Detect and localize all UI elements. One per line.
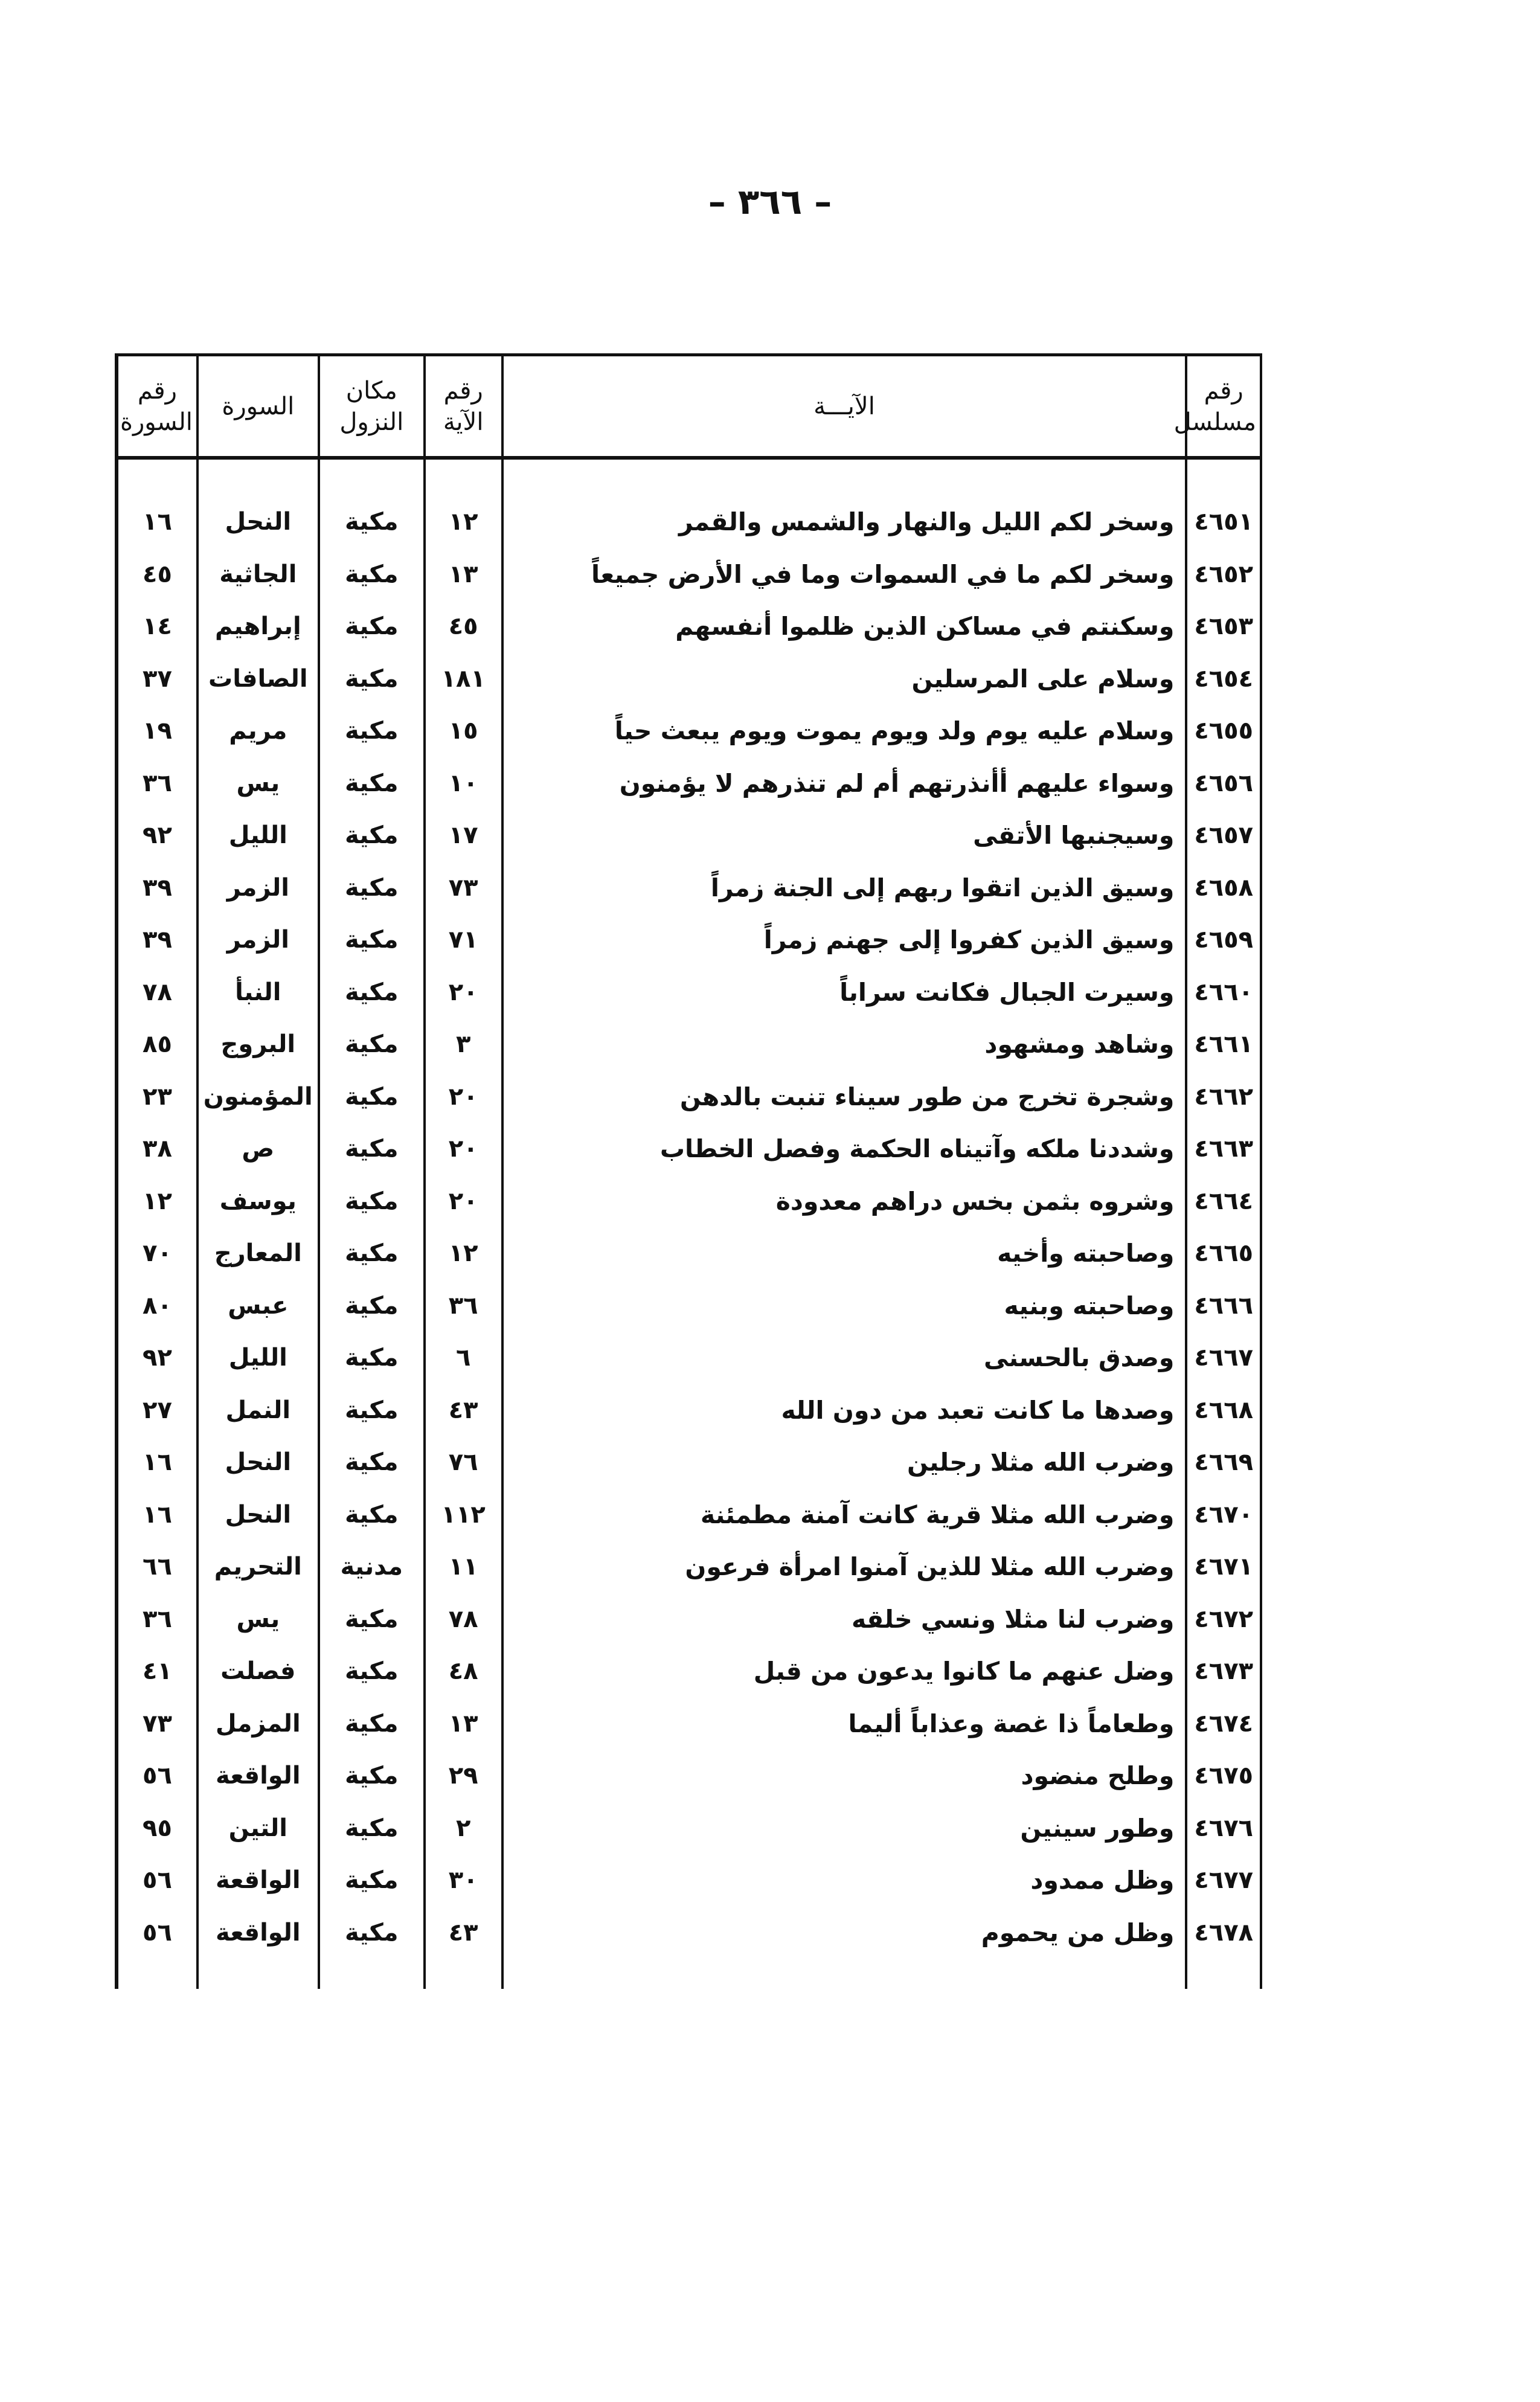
page-number: – ٣٦٦ – (708, 181, 832, 222)
spacer-cell (117, 458, 197, 496)
cell-sura-number: ٢٧ (117, 1384, 197, 1437)
cell-sura: التحريم (197, 1541, 319, 1593)
cell-place: مكية (319, 653, 425, 705)
cell-verse-number: ٧٨ (425, 1593, 502, 1646)
cell-sura-number: ٣٦ (117, 757, 197, 810)
cell-ayah: وشروه بثمن بخس دراهم معدودة (502, 1175, 1187, 1228)
header-place: مكان النزول (319, 355, 425, 458)
cell-place: مكية (319, 1907, 425, 1959)
table-header (117, 355, 1261, 458)
cell-sura-number: ٣٧ (117, 653, 197, 705)
cell-sura: الواقعة (197, 1907, 319, 1959)
cell-place: مكية (319, 966, 425, 1019)
spacer-cell (1186, 458, 1261, 496)
cell-verse-number: ١٥ (425, 705, 502, 757)
cell-place: مكية (319, 496, 425, 548)
cell-ayah: وشاهد ومشهود (502, 1018, 1187, 1071)
table-row (117, 548, 1261, 601)
cell-place: مكية (319, 1802, 425, 1855)
cell-serial: ٤٦٧٧ (1186, 1854, 1261, 1907)
cell-ayah: وسخر لكم الليل والنهار والشمس والقمر (502, 496, 1187, 548)
cell-verse-number: ١٠ (425, 757, 502, 810)
cell-serial: ٤٦٧٥ (1186, 1750, 1261, 1802)
table-row (117, 757, 1261, 810)
table-row (117, 1436, 1261, 1489)
cell-place: مكية (319, 1645, 425, 1698)
cell-verse-number: ٤٨ (425, 1645, 502, 1698)
cell-place: مكية (319, 1436, 425, 1489)
cell-ayah: وضرب الله مثلا للذين آمنوا امرأة فرعون (502, 1541, 1187, 1593)
table-row (117, 1907, 1261, 1959)
table-row (117, 1698, 1261, 1750)
cell-sura-number: ١٦ (117, 1436, 197, 1489)
cell-ayah: وظل ممدود (502, 1854, 1187, 1907)
cell-verse-number: ٣٦ (425, 1280, 502, 1332)
cell-ayah: وشجرة تخرج من طور سيناء تنبت بالدهن (502, 1071, 1187, 1123)
cell-place: مكية (319, 1384, 425, 1437)
table-row (117, 1593, 1261, 1646)
table-row (117, 809, 1261, 862)
table-row (117, 1332, 1261, 1384)
table-row (117, 1854, 1261, 1907)
cell-place: مكية (319, 1227, 425, 1280)
table-body (117, 458, 1261, 1989)
cell-ayah: وصدها ما كانت تعبد من دون الله (502, 1384, 1187, 1437)
cell-serial: ٤٦٥٥ (1186, 705, 1261, 757)
cell-serial: ٤٦٦٨ (1186, 1384, 1261, 1437)
cell-sura-number: ١٦ (117, 1489, 197, 1541)
cell-serial: ٤٦٦٢ (1186, 1071, 1261, 1123)
spacer-cell (319, 458, 425, 496)
cell-verse-number: ٢ (425, 1802, 502, 1855)
cell-verse-number: ٤٣ (425, 1907, 502, 1959)
cell-serial: ٤٦٥٤ (1186, 653, 1261, 705)
cell-sura: يوسف (197, 1175, 319, 1228)
table-row (117, 966, 1261, 1019)
cell-ayah: وضرب الله مثلا رجلين (502, 1436, 1187, 1489)
table-row (117, 1541, 1261, 1593)
cell-sura-number: ١٦ (117, 496, 197, 548)
cell-sura: عبس (197, 1280, 319, 1332)
cell-sura: المؤمنون (197, 1071, 319, 1123)
header-verse-number: رقم الآية (425, 355, 502, 458)
cell-place: مكية (319, 705, 425, 757)
cell-sura-number: ٣٩ (117, 914, 197, 966)
cell-sura-number: ٧٠ (117, 1227, 197, 1280)
cell-serial: ٤٦٥١ (1186, 496, 1261, 548)
cell-ayah: وصدق بالحسنى (502, 1332, 1187, 1384)
cell-verse-number: ١٢ (425, 496, 502, 548)
cell-place: مكية (319, 600, 425, 653)
table-spacer-row (117, 458, 1261, 496)
cell-verse-number: ١٣ (425, 1698, 502, 1750)
cell-ayah: وسواء عليهم أأنذرتهم أم لم تنذرهم لا يؤمنون (502, 757, 1187, 810)
cell-place: مكية (319, 1698, 425, 1750)
cell-sura-number: ٨٥ (117, 1018, 197, 1071)
cell-ayah: وصاحبته وأخيه (502, 1227, 1187, 1280)
cell-sura-number: ٨٠ (117, 1280, 197, 1332)
cell-sura: الواقعة (197, 1750, 319, 1802)
cell-place: مكية (319, 757, 425, 810)
tail-cell (197, 1959, 319, 1989)
cell-sura-number: ٧٨ (117, 966, 197, 1019)
cell-sura: النحل (197, 496, 319, 548)
cell-place: مكية (319, 1018, 425, 1071)
cell-serial: ٤٦٧٣ (1186, 1645, 1261, 1698)
spacer-cell (425, 458, 502, 496)
cell-place: مكية (319, 1175, 425, 1228)
cell-sura-number: ٦٦ (117, 1541, 197, 1593)
cell-place: مكية (319, 862, 425, 914)
cell-serial: ٤٦٦٣ (1186, 1123, 1261, 1175)
table-row (117, 705, 1261, 757)
cell-verse-number: ٢٠ (425, 966, 502, 1019)
cell-sura-number: ٩٢ (117, 1332, 197, 1384)
cell-serial: ٤٦٥٢ (1186, 548, 1261, 601)
cell-serial: ٤٦٦٠ (1186, 966, 1261, 1019)
cell-sura-number: ٣٦ (117, 1593, 197, 1646)
table-row (117, 1018, 1261, 1071)
cell-place: مكية (319, 1750, 425, 1802)
table-tail-row (117, 1959, 1261, 1989)
cell-serial: ٤٦٦٦ (1186, 1280, 1261, 1332)
cell-verse-number: ٤٥ (425, 600, 502, 653)
cell-verse-number: ١١٢ (425, 1489, 502, 1541)
cell-ayah: وضرب الله مثلا قرية كانت آمنة مطمئنة (502, 1489, 1187, 1541)
cell-sura: المزمل (197, 1698, 319, 1750)
table-row (117, 496, 1261, 548)
cell-verse-number: ٢٠ (425, 1071, 502, 1123)
cell-verse-number: ١٣ (425, 548, 502, 601)
table-row (117, 1227, 1261, 1280)
cell-sura: البروج (197, 1018, 319, 1071)
cell-place: مكية (319, 914, 425, 966)
cell-sura-number: ٥٦ (117, 1750, 197, 1802)
table-row (117, 1280, 1261, 1332)
table-row (117, 600, 1261, 653)
cell-sura: النمل (197, 1384, 319, 1437)
cell-verse-number: ٤٣ (425, 1384, 502, 1437)
cell-verse-number: ٦ (425, 1332, 502, 1384)
tail-cell (1186, 1959, 1261, 1989)
cell-place: مكية (319, 809, 425, 862)
cell-ayah: وضرب لنا مثلا ونسي خلقه (502, 1593, 1187, 1646)
cell-sura-number: ٤١ (117, 1645, 197, 1698)
cell-ayah: وسيق الذين كفروا إلى جهنم زمراً (502, 914, 1187, 966)
header-serial: رقم مسلسل (1186, 355, 1261, 458)
cell-ayah: وطعاماً ذا غصة وعذاباً أليما (502, 1698, 1187, 1750)
cell-sura-number: ١٢ (117, 1175, 197, 1228)
cell-sura-number: ٢٣ (117, 1071, 197, 1123)
table-row (117, 1384, 1261, 1437)
table-row (117, 862, 1261, 914)
cell-serial: ٤٦٥٧ (1186, 809, 1261, 862)
cell-sura: الواقعة (197, 1854, 319, 1907)
cell-sura-number: ٩٥ (117, 1802, 197, 1855)
cell-sura: المعارج (197, 1227, 319, 1280)
cell-ayah: وسيرت الجبال فكانت سراباً (502, 966, 1187, 1019)
cell-sura: مريم (197, 705, 319, 757)
cell-verse-number: ٢٩ (425, 1750, 502, 1802)
header-sura-number: رقم السورة (117, 355, 197, 458)
cell-sura: الجاثية (197, 548, 319, 601)
cell-sura-number: ٣٩ (117, 862, 197, 914)
cell-ayah: وسيجنبها الأتقى (502, 809, 1187, 862)
cell-sura: إبراهيم (197, 600, 319, 653)
cell-sura-number: ٩٢ (117, 809, 197, 862)
cell-sura: الليل (197, 809, 319, 862)
cell-place: مكية (319, 1332, 425, 1384)
cell-serial: ٤٦٧٨ (1186, 1907, 1261, 1959)
cell-sura: فصلت (197, 1645, 319, 1698)
table-row (117, 1645, 1261, 1698)
cell-serial: ٤٦٦١ (1186, 1018, 1261, 1071)
cell-verse-number: ٣٠ (425, 1854, 502, 1907)
cell-verse-number: ١٧ (425, 809, 502, 862)
table-row (117, 914, 1261, 966)
table-row (117, 1489, 1261, 1541)
cell-sura: النحل (197, 1436, 319, 1489)
cell-verse-number: ٣ (425, 1018, 502, 1071)
cell-serial: ٤٦٧٢ (1186, 1593, 1261, 1646)
cell-sura: ص (197, 1123, 319, 1175)
header-row (117, 355, 1261, 458)
cell-serial: ٤٦٧٤ (1186, 1698, 1261, 1750)
cell-serial: ٤٦٥٩ (1186, 914, 1261, 966)
cell-serial: ٤٦٥٦ (1186, 757, 1261, 810)
cell-verse-number: ٧٦ (425, 1436, 502, 1489)
cell-serial: ٤٦٧٠ (1186, 1489, 1261, 1541)
cell-serial: ٤٦٦٥ (1186, 1227, 1261, 1280)
cell-place: مكية (319, 1854, 425, 1907)
cell-sura-number: ٤٥ (117, 548, 197, 601)
cell-place: مكية (319, 1123, 425, 1175)
cell-verse-number: ٧٣ (425, 862, 502, 914)
spacer-cell (502, 458, 1187, 496)
table-row (117, 1123, 1261, 1175)
cell-verse-number: ١١ (425, 1541, 502, 1593)
cell-ayah: وشددنا ملكه وآتيناه الحكمة وفصل الخطاب (502, 1123, 1187, 1175)
cell-sura: يس (197, 757, 319, 810)
cell-place: مكية (319, 1489, 425, 1541)
table-row (117, 1802, 1261, 1855)
cell-verse-number: ٧١ (425, 914, 502, 966)
cell-sura-number: ١٩ (117, 705, 197, 757)
table-row (117, 1750, 1261, 1802)
header-ayah: الآيـــة (502, 355, 1187, 458)
cell-place: مكية (319, 1593, 425, 1646)
cell-ayah: وسيق الذين اتقوا ربهم إلى الجنة زمراً (502, 862, 1187, 914)
cell-verse-number: ٢٠ (425, 1175, 502, 1228)
cell-serial: ٤٦٧٦ (1186, 1802, 1261, 1855)
cell-serial: ٤٦٦٩ (1186, 1436, 1261, 1489)
cell-verse-number: ١٨١ (425, 653, 502, 705)
cell-ayah: وصاحبته وبنيه (502, 1280, 1187, 1332)
table-row (117, 1175, 1261, 1228)
tail-cell (502, 1959, 1187, 1989)
tail-cell (425, 1959, 502, 1989)
cell-sura: النحل (197, 1489, 319, 1541)
tail-cell (319, 1959, 425, 1989)
cell-place: مكية (319, 1280, 425, 1332)
table-row (117, 1071, 1261, 1123)
cell-verse-number: ٢٠ (425, 1123, 502, 1175)
table-row (117, 653, 1261, 705)
spacer-cell (197, 458, 319, 496)
cell-sura: التين (197, 1802, 319, 1855)
cell-ayah: وسخر لكم ما في السموات وما في الأرض جميعاً (502, 548, 1187, 601)
verse-index-table (115, 353, 1262, 1989)
cell-sura-number: ٣٨ (117, 1123, 197, 1175)
cell-serial: ٤٦٦٤ (1186, 1175, 1261, 1228)
tail-cell (117, 1959, 197, 1989)
cell-verse-number: ١٢ (425, 1227, 502, 1280)
cell-sura-number: ١٤ (117, 600, 197, 653)
cell-sura: النبأ (197, 966, 319, 1019)
cell-sura: الصافات (197, 653, 319, 705)
cell-ayah: وضل عنهم ما كانوا يدعون من قبل (502, 1645, 1187, 1698)
cell-place: مكية (319, 1071, 425, 1123)
cell-ayah: وظل من يحموم (502, 1907, 1187, 1959)
cell-place: مكية (319, 548, 425, 601)
cell-serial: ٤٦٦٧ (1186, 1332, 1261, 1384)
cell-serial: ٤٦٥٣ (1186, 600, 1261, 653)
header-sura: السورة (197, 355, 319, 458)
cell-sura-number: ٧٣ (117, 1698, 197, 1750)
cell-ayah: وطور سينين (502, 1802, 1187, 1855)
cell-ayah: وطلح منضود (502, 1750, 1187, 1802)
cell-sura-number: ٥٦ (117, 1907, 197, 1959)
cell-serial: ٤٦٧١ (1186, 1541, 1261, 1593)
cell-sura: الليل (197, 1332, 319, 1384)
cell-place: مدنية (319, 1541, 425, 1593)
cell-sura: الزمر (197, 862, 319, 914)
cell-ayah: وسلام عليه يوم ولد ويوم يموت ويوم يبعث حياً (502, 705, 1187, 757)
cell-sura: الزمر (197, 914, 319, 966)
cell-sura-number: ٥٦ (117, 1854, 197, 1907)
cell-ayah: وسكنتم في مساكن الذين ظلموا أنفسهم (502, 600, 1187, 653)
cell-ayah: وسلام على المرسلين (502, 653, 1187, 705)
cell-serial: ٤٦٥٨ (1186, 862, 1261, 914)
cell-sura: يس (197, 1593, 319, 1646)
